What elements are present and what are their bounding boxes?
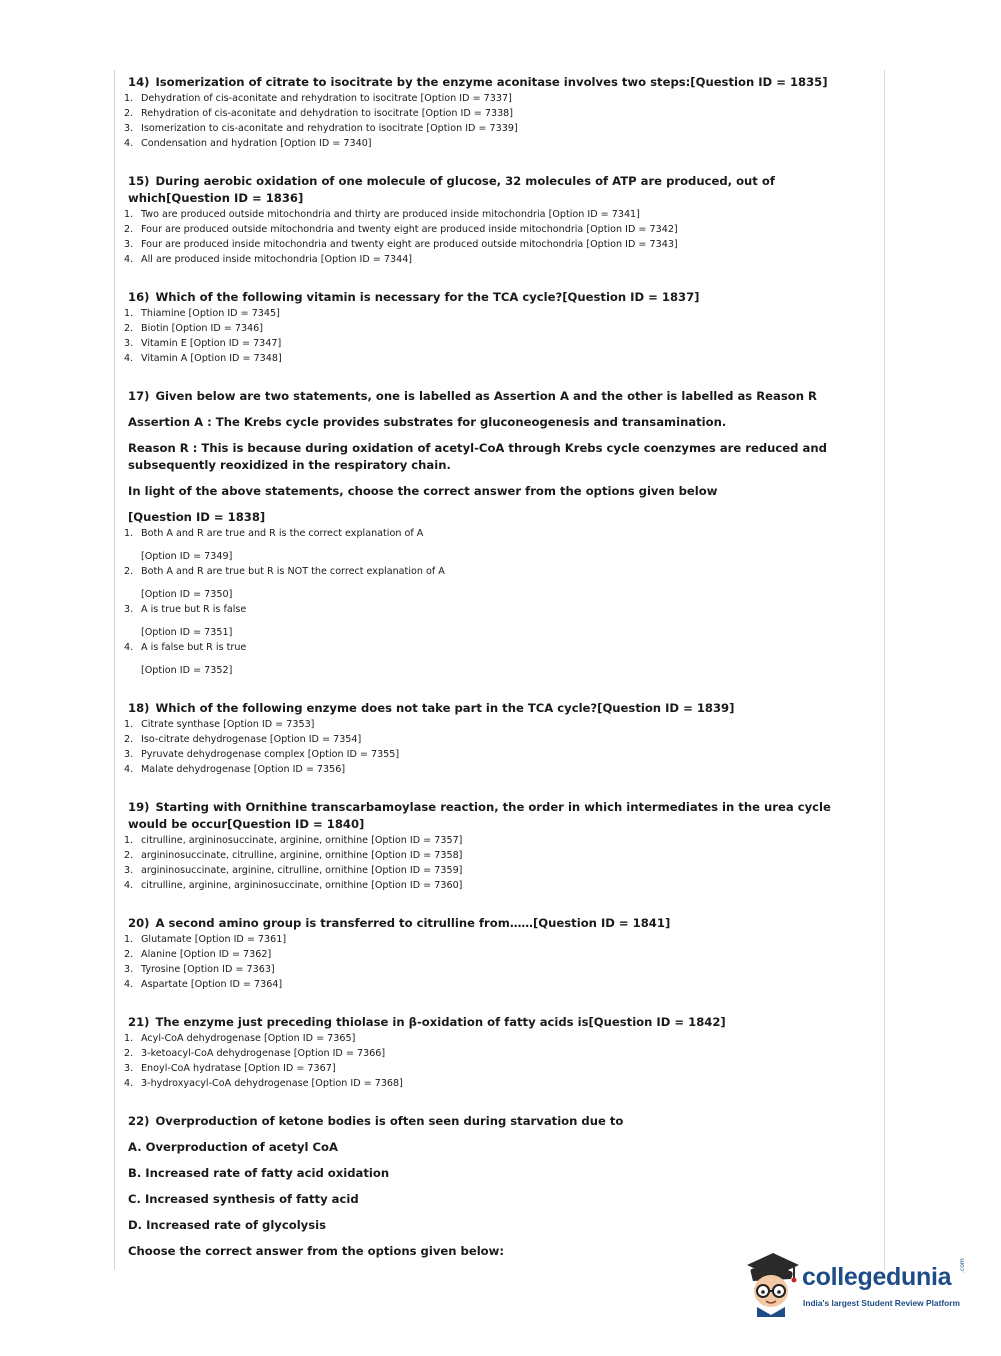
option-list	[124, 526, 852, 678]
question-19	[124, 799, 852, 893]
option-item: 1. citrulline, argininosuccinate, arginine, ornithine [Option ID = 7357]	[124, 835, 463, 846]
page-border-right	[884, 70, 885, 1270]
option-list	[124, 207, 852, 267]
option-item: 2. argininosuccinate, citrulline, arginine, ornithine [Option ID = 7358]	[124, 850, 463, 861]
option-item: 1. Glutamate [Option ID = 7361]	[124, 934, 287, 945]
option-item: 4. Malate dehydrogenase [Option ID = 7356]	[124, 764, 346, 775]
option-item: 1. Both A and R are true and R is the correct explanation of A [Option ID = 7349]	[124, 528, 424, 562]
question-16	[124, 289, 852, 366]
option-item: 3. Four are produced inside mitochondria and twenty eight are produced outside mitochondria [Option ID = 7343]	[124, 239, 678, 250]
question-title: 16) Which of the following vitamin is necessary for the TCA cycle?[Question ID = 1837]	[128, 290, 700, 304]
logo-wordmark: collegedunia	[802, 1263, 952, 1291]
statement-item: C. Increased synthesis of fatty acid	[128, 1192, 359, 1206]
question-21	[124, 1014, 852, 1091]
question-instruction: In light of the above statements, choose the correct answer from the options given below	[128, 484, 718, 498]
question-instruction: Choose the correct answer from the options given below:	[128, 1244, 504, 1258]
question-title: 21) The enzyme just preceding thiolase in β-oxidation of fatty acids is[Question ID = 1842]	[128, 1015, 726, 1029]
logo-dotcom: .com	[959, 1258, 966, 1273]
question-title: 17) Given below are two statements, one is labelled as Assertion A and the other is labelled as Reason R	[128, 389, 817, 403]
option-item: 4. Aspartate [Option ID = 7364]	[124, 979, 283, 990]
page-border-left	[114, 70, 115, 1270]
option-item: 4. A is false but R is true [Option ID = 7352]	[124, 642, 247, 676]
option-item: 1. Two are produced outside mitochondria and thirty are produced inside mitochondria [Option ID = 7341]	[124, 209, 640, 220]
option-item: 2. Biotin [Option ID = 7346]	[124, 323, 263, 334]
option-list	[124, 306, 852, 366]
option-list	[124, 1031, 852, 1091]
question-title: 14) Isomerization of citrate to isocitrate by the enzyme aconitase involves two steps:[Question ID = 1835]	[128, 75, 828, 89]
option-item: 2. Both A and R are true but R is NOT the correct explanation of A [Option ID = 7350]	[124, 566, 445, 600]
option-item: 2. 3-ketoacyl-CoA dehydrogenase [Option ID = 7366]	[124, 1048, 386, 1059]
question-id: [Question ID = 1838]	[128, 510, 266, 524]
option-list	[124, 717, 852, 777]
option-item: 2. Alanine [Option ID = 7362]	[124, 949, 272, 960]
question-15	[124, 173, 852, 267]
option-item: 3. argininosuccinate, arginine, citrulline, ornithine [Option ID = 7359]	[124, 865, 463, 876]
option-item: 2. Four are produced outside mitochondria and twenty eight are produced inside mitochondria [Option ID = 7342]	[124, 224, 678, 235]
option-item: 3. Tyrosine [Option ID = 7363]	[124, 964, 275, 975]
option-item: 2. Rehydration of cis-aconitate and dehydration to isocitrate [Option ID = 7338]	[124, 108, 514, 119]
option-item: 3. A is true but R is false [Option ID = 7351]	[124, 604, 247, 638]
assertion-statement: Assertion A : The Krebs cycle provides substrates for gluconeogenesis and transamination.	[128, 415, 727, 429]
option-item: 1. Acyl-CoA dehydrogenase [Option ID = 7365]	[124, 1033, 356, 1044]
question-22	[124, 1113, 852, 1260]
option-item: 4. 3-hydroxyacyl-CoA dehydrogenase [Option ID = 7368]	[124, 1078, 403, 1089]
statement-item: A. Overproduction of acetyl CoA	[128, 1140, 338, 1154]
option-list	[124, 91, 852, 151]
logo-tagline: India's largest Student Review Platform	[803, 1298, 960, 1308]
option-item: 3. Vitamin E [Option ID = 7347]	[124, 338, 282, 349]
question-title: 20) A second amino group is transferred to citrulline from……[Question ID = 1841]	[128, 916, 671, 930]
option-list	[124, 932, 852, 992]
option-item: 1. Citrate synthase [Option ID = 7353]	[124, 719, 315, 730]
option-item: 4. Condensation and hydration [Option ID = 7340]	[124, 138, 372, 149]
collegedunia-logo	[741, 1249, 971, 1319]
reason-statement: Reason R : This is because during oxidation of acetyl-CoA through Krebs cycle coenzymes are reduced and subsequently reoxidized in the respiratory chain.	[128, 441, 827, 472]
option-item: 2. Iso-citrate dehydrogenase [Option ID = 7354]	[124, 734, 362, 745]
option-item: 4. citrulline, arginine, argininosuccinate, ornithine [Option ID = 7360]	[124, 880, 463, 891]
question-title: 22) Overproduction of ketone bodies is often seen during starvation due to	[128, 1114, 624, 1128]
option-item: 1. Dehydration of cis-aconitate and rehydration to isocitrate [Option ID = 7337]	[124, 93, 512, 104]
question-17	[124, 388, 852, 678]
question-title: 19) Starting with Ornithine transcarbamoylase reaction, the order in which intermediates in the urea cycle would be occur[Question ID = 1840]	[128, 800, 831, 831]
statement-item: B. Increased rate of fatty acid oxidation	[128, 1166, 390, 1180]
question-14	[124, 74, 852, 151]
question-18	[124, 700, 852, 777]
option-item: 3. Isomerization to cis-aconitate and rehydration to isocitrate [Option ID = 7339]	[124, 123, 518, 134]
option-list	[124, 833, 852, 893]
option-item: 3. Enoyl-CoA hydratase [Option ID = 7367]	[124, 1063, 336, 1074]
statement-item: D. Increased rate of glycolysis	[128, 1218, 327, 1232]
option-item: 4. Vitamin A [Option ID = 7348]	[124, 353, 282, 364]
question-content	[124, 74, 852, 1282]
option-item: 4. All are produced inside mitochondria [Option ID = 7344]	[124, 254, 413, 265]
question-title: 15) During aerobic oxidation of one molecule of glucose, 32 molecules of ATP are produced, out of which[Question ID = 1836]	[128, 174, 775, 205]
option-item: 1. Thiamine [Option ID = 7345]	[124, 308, 280, 319]
question-20	[124, 915, 852, 992]
student-mascot-icon	[741, 1249, 803, 1319]
option-item: 3. Pyruvate dehydrogenase complex [Option ID = 7355]	[124, 749, 400, 760]
question-title: 18) Which of the following enzyme does not take part in the TCA cycle?[Question ID = 1839]	[128, 701, 735, 715]
